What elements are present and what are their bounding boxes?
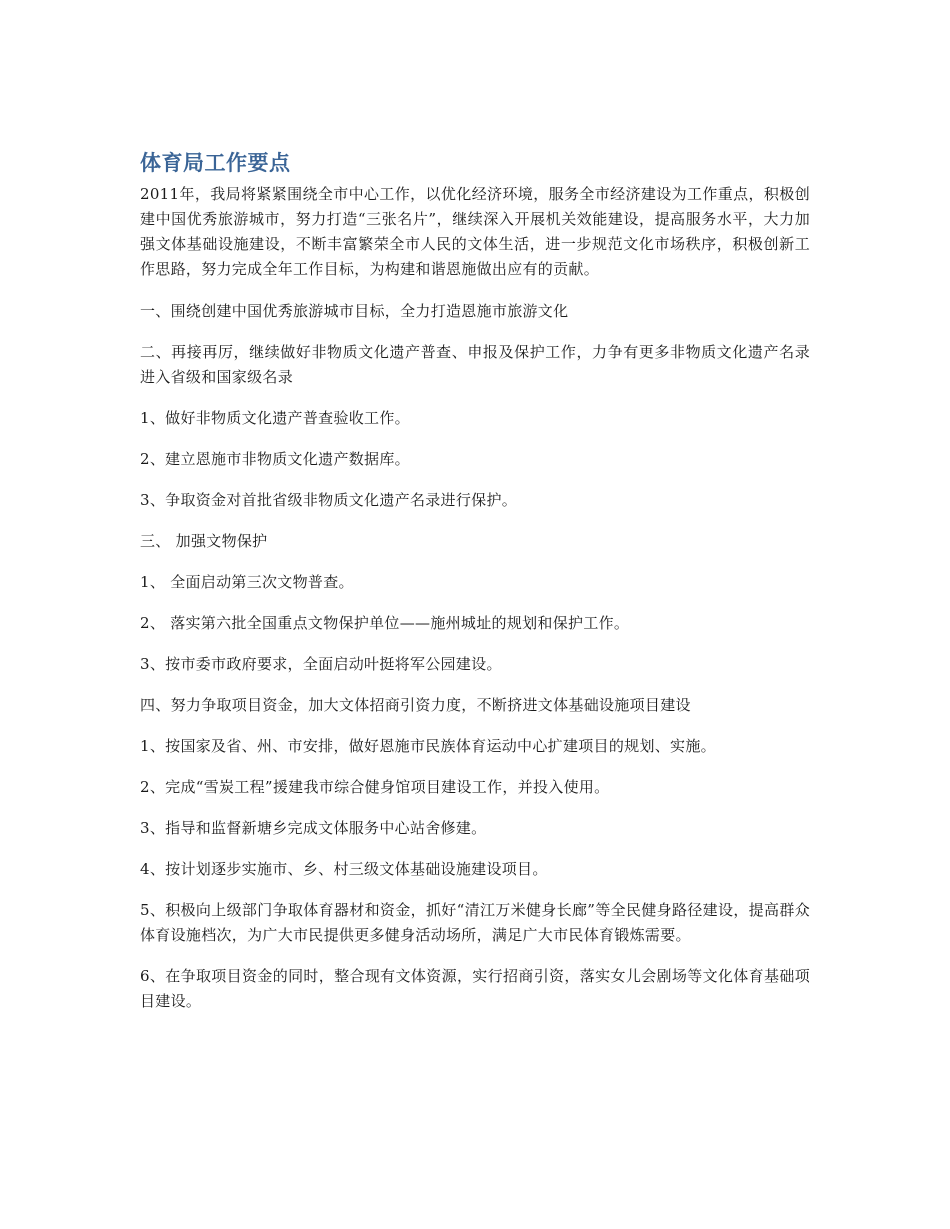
list-item: 3、按市委市政府要求，全面启动叶挺将军公园建设。 <box>140 655 502 673</box>
document-page <box>140 148 810 1030</box>
section-heading-3: 三、 加强文物保护 <box>140 532 268 550</box>
list-item: 4、按计划逐步实施市、乡、村三级文体基础设施建设项目。 <box>140 860 548 878</box>
intro-paragraph: 2011年，我局将紧紧围绕全市中心工作，以优化经济环境，服务全市经济建设为工作重点，积极创建中国优秀旅游城市，努力打造“三张名片”，继续深入开展机关效能建设，提高服务水平，大力加强文体基础设施建设，不断丰富繁荣全市人民的文体生活，进一步规范文化市场秩序，积极创新工作思路，努力完成全年工作目标，为构建和谐恩施做出应有的贡献。 <box>140 185 810 278</box>
section-heading-2: 二、再接再厉，继续做好非物质文化遗产普查、申报及保护工作，力争有更多非物质文化遗产名录进入省级和国家级名录 <box>140 343 810 386</box>
section-heading-4: 四、努力争取项目资金，加大文体招商引资力度，不断挤进文体基础设施项目建设 <box>140 696 691 714</box>
list-item: 1、 全面启动第三次文物普查。 <box>140 573 354 591</box>
list-item: 6、在争取项目资金的同时，整合现有文体资源，实行招商引资，落实女儿会剧场等文化体育基础项目建设。 <box>140 967 810 1010</box>
list-item: 2、 落实第六批全国重点文物保护单位——施州城址的规划和保护工作。 <box>140 614 630 632</box>
list-item: 3、指导和监督新塘乡完成文体服务中心站舍修建。 <box>140 819 487 837</box>
list-item: 1、做好非物质文化遗产普查验收工作。 <box>140 409 410 427</box>
list-item: 3、争取资金对首批省级非物质文化遗产名录进行保护。 <box>140 491 518 509</box>
document-title: 体育局工作要点 <box>140 151 291 175</box>
list-item: 5、积极向上级部门争取体育器材和资金，抓好“清江万米健身长廊”等全民健身路径建设，提高群众体育设施档次，为广大市民提供更多健身活动场所，满足广大市民体育锻炼需要。 <box>140 901 810 944</box>
list-item: 1、按国家及省、州、市安排，做好恩施市民族体育运动中心扩建项目的规划、实施。 <box>140 737 716 755</box>
list-item: 2、建立恩施市非物质文化遗产数据库。 <box>140 450 410 468</box>
section-heading-1: 一、围绕创建中国优秀旅游城市目标，全力打造恩施市旅游文化 <box>140 302 569 320</box>
list-item: 2、完成“雪炭工程”援建我市综合健身馆项目建设工作，并投入使用。 <box>140 778 610 796</box>
